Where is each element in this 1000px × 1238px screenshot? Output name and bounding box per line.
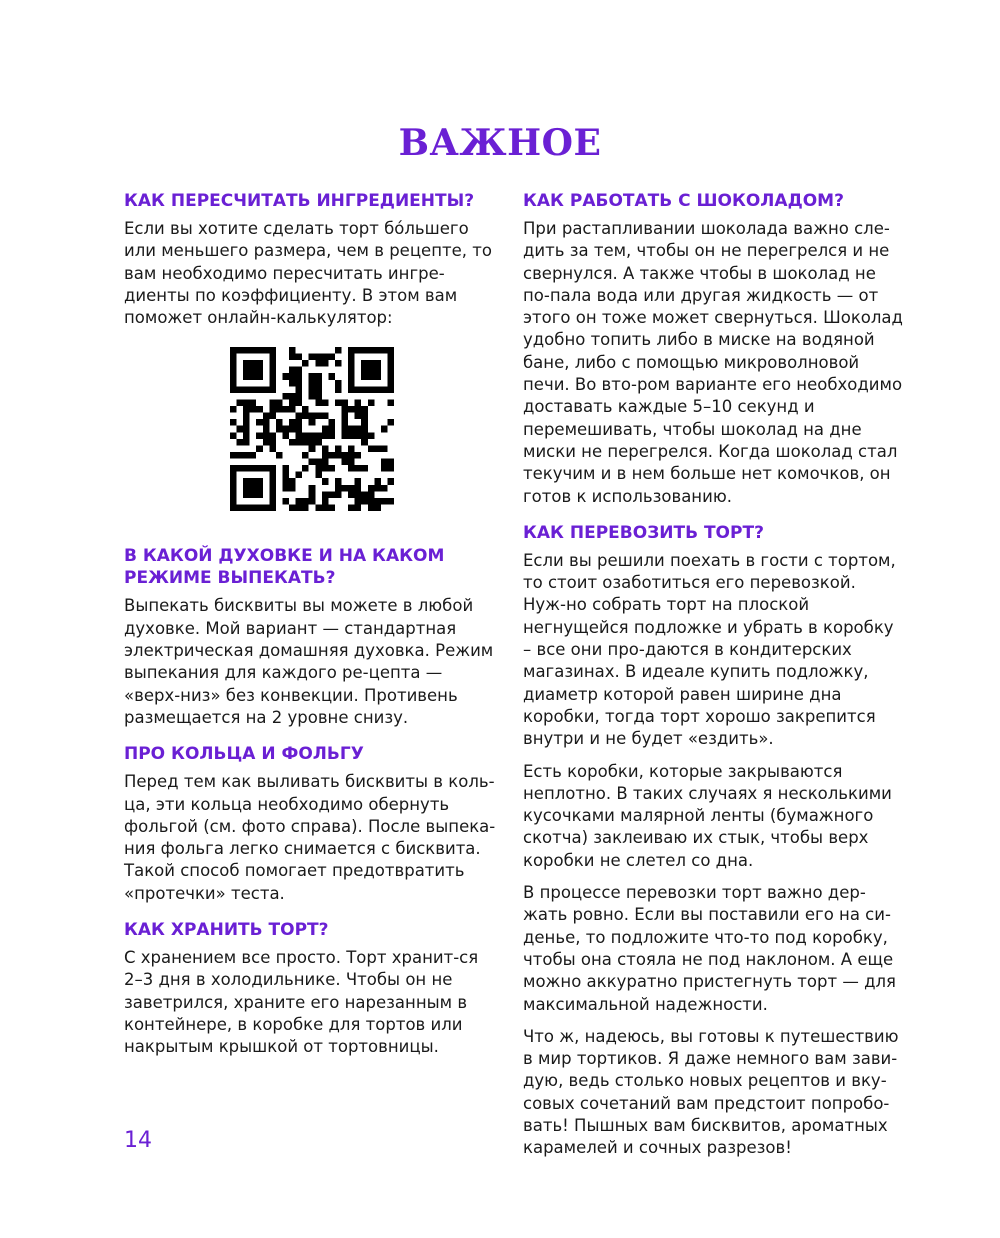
section-text: При растапливании шоколада важно сле-дить за тем, чтобы он не перегрелся и не свернулся. А также чтобы в шоколад не по-пала вода или другая жидкость — от этого он тоже может свернуться. Шоколад удобно топить либо в миске на водяной бане, либо с помощью микроволновой печи. Во вто-ром варианте его необходимо доставать каждые 5–10 секунд и перемешивать, чтобы шоколад на дне миски не перегрелся. Когда шоколад стал текучим и в нем больше нет комочков, он готов к использованию. bbox=[523, 219, 903, 506]
section-text: Если вы решили поехать в гости с тортом, то стоит озаботиться его перевозкой. Нуж-но собрать торт на плоской негнущейся подложке и убрать в коробку – все они про-даются в кондитерских магазинах. В идеале купить подложку, диаметр которой равен ширине дна коробки, тогда торт хорошо закрепится внутри и не будет «ездить». bbox=[523, 550, 896, 749]
section-oven bbox=[124, 545, 500, 729]
section-chocolate bbox=[523, 190, 903, 508]
section-rings-foil bbox=[124, 743, 500, 905]
section-heading: В КАКОЙ ДУХОВКЕ И НА КАКОМ РЕЖИМЕ ВЫПЕКАТЬ? bbox=[124, 546, 445, 589]
section-text: Перед тем как выливать бисквиты в коль-ца, эти кольца необходимо обернуть фольгой (см. фото справа). После выпека-ния фольга легко снимается с бисквита. Такой способ помогает предотвратить «протечки» теста. bbox=[124, 772, 496, 903]
page-number: 14 bbox=[124, 1128, 152, 1153]
section-heading: КАК ХРАНИТЬ ТОРТ? bbox=[124, 920, 329, 941]
qr-code-icon[interactable] bbox=[230, 347, 394, 511]
left-column bbox=[124, 190, 500, 1073]
section-recalc-ingredients bbox=[124, 190, 500, 329]
page-title: ВАЖНОЕ bbox=[398, 122, 602, 164]
section-text: Что ж, надеюсь, вы готовы к путешествию в мир тортиков. Я даже немного вам зави-дую, ведь столько новых рецептов и вку-совых сочетаний вам предстоит попробо-вать! Пышных вам бисквитов, ароматных карамелей и сочных разрезов! bbox=[523, 1026, 899, 1158]
section-transport bbox=[523, 522, 903, 1160]
section-text: Если вы хотите сделать торт бóльшего или меньшего размера, чем в рецепте, то вам необходимо пересчитать ингре-диенты по коэффициенту. В этом вам поможет онлайн-калькулятор: bbox=[124, 219, 492, 328]
right-column bbox=[523, 190, 903, 1174]
section-heading: КАК ПЕРЕСЧИТАТЬ ИНГРЕДИЕНТЫ? bbox=[124, 191, 475, 211]
section-heading: КАК РАБОТАТЬ С ШОКОЛАДОМ? bbox=[523, 191, 844, 211]
section-text: Есть коробки, которые закрываются неплотно. В таких случаях я несколькими кусочками малярной ленты (бумажного скотча) заклеиваю их стык, чтобы верх коробки не слетел со дна. bbox=[523, 761, 892, 870]
section-heading: КАК ПЕРЕВОЗИТЬ ТОРТ? bbox=[523, 522, 764, 543]
section-heading: ПРО КОЛЬЦА И ФОЛЬГУ bbox=[124, 744, 364, 765]
section-text: Выпекать бисквиты вы можете в любой духовке. Мой вариант — стандартная электрическая домашняя духовка. Режим выпекания для каждого ре-цепта — «верх-низ» без конвекции. Противень размещается на 2 уровне снизу. bbox=[124, 596, 494, 727]
section-text: С хранением все просто. Торт хранит-ся 2–3 дня в холодильнике. Чтобы он не заветрился, храните его нарезанным в контейнере, в коробке для тортов или накрытым крышкой от тортовницы. bbox=[124, 948, 479, 1057]
section-storage bbox=[124, 919, 500, 1058]
section-text: В процессе перевозки торт важно дер-жать ровно. Если вы поставили его на си-денье, то подложите что-то под коробку, чтобы она стояла не под наклоном. А еще можно аккуратно пристегнуть торт — для максимальной надежности. bbox=[523, 883, 896, 1014]
